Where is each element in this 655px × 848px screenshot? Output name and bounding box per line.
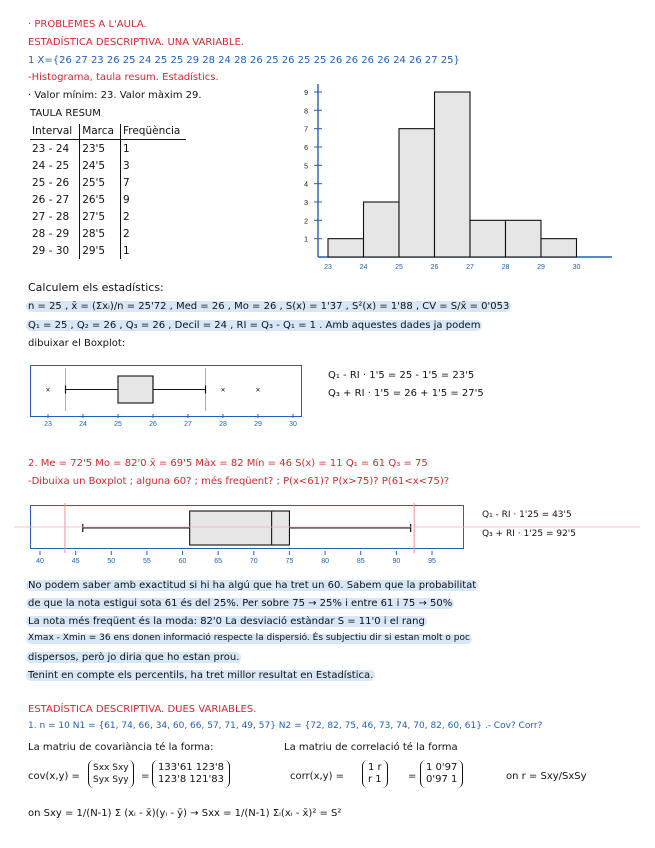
boxplot2-x-tick-label: 65 [214, 558, 223, 565]
answer-line-5: dispersos, però jo diria que ho estan prou. [28, 652, 240, 663]
answer-line-6: Tenint en compte els percentils, ha tret millor resultat en Estadística. [28, 670, 374, 681]
hist-bar [328, 239, 364, 257]
boxplot1-x-tick-label: 29 [254, 421, 262, 428]
covariance-formula: on Sxy = 1/(N-1) Σ (xᵢ - x̄)(yᵢ - ȳ) → Sxx = 1/(N-1) Σᵢ(xᵢ - x̄)² = S² [28, 808, 342, 819]
boxplot2-x-tick-label: 50 [107, 558, 116, 565]
hist-y-tick-label: 5 [304, 163, 308, 171]
boxplot1-outlier-point: × [220, 385, 226, 395]
hist-bar [541, 239, 577, 257]
table-row: 27 - 28 27'5 2 [30, 208, 186, 225]
summary-table [30, 124, 186, 259]
hist-bar [399, 129, 435, 257]
boxplot1-x-tick-label: 28 [219, 421, 227, 428]
hist-y-tick-label: 2 [304, 218, 308, 226]
boxplot1-x-tick-label: 27 [184, 421, 192, 428]
answer-line-2: de que la nota estigui sota 61 és del 25%. Per sobre 75 → 25% i entre 61 i 75 → 50% [28, 598, 453, 609]
hist-x-tick-label: 24 [359, 264, 368, 271]
hist-y-tick-label: 6 [304, 145, 308, 152]
corr-matrix-intro: La matriu de correlació té la forma [284, 742, 458, 753]
boxplot1-frame [30, 365, 302, 417]
hist-y-tick-label: 1 [304, 236, 308, 244]
table-row: 24 - 25 24'5 3 [30, 157, 186, 174]
hist-x-tick-label: 23 [324, 264, 332, 271]
boxplot2-x-tick-label: 90 [392, 558, 401, 565]
exercise1-task: -Histograma, taula resum. Estadístics. [28, 72, 219, 83]
boxplot2-x-tick-label: 45 [71, 558, 80, 565]
page-title: · PROBLEMES A L'AULA. [28, 19, 147, 30]
stats-intro: Calculem els estadístics: [28, 281, 164, 294]
hist-bar [364, 202, 400, 257]
boxplot2-x-tick-label: 80 [321, 558, 329, 565]
hist-y-tick-label: 8 [304, 108, 308, 116]
cov-label: cov(x,y) = [28, 771, 80, 782]
answer-line-4: Xmax - Xmin = 36 ens donen informació respecte la dispersió. És subjectiu dir si estan molt o poc [28, 633, 470, 643]
stats-line-1: n = 25 , x̄ = (Σxᵢ)/n = 25'72 , Med = 26 , Mo = 26 , S(x) = 1'37 , S²(x) = 1'88 , CV = S/x̄ = 0'053 [28, 301, 510, 312]
boxplot1-lower-fence: Q₁ - RI · 1'5 = 25 - 1'5 = 23'5 [328, 370, 475, 381]
boxplot2-lower-fence: Q₁ - RI · 1'25 = 43'5 [482, 510, 572, 520]
boxplot1-x-tick-label: 23 [44, 421, 52, 428]
boxplot2-x-tick-label: 85 [356, 558, 365, 565]
corr-label: corr(x,y) = [290, 771, 345, 782]
section-heading-one-variable: ESTADÍSTICA DESCRIPTIVA. UNA VARIABLE. [28, 37, 244, 48]
boxplot1-x-tick-label: 26 [149, 421, 157, 428]
exercise2-stats: 2. Me = 72'5 Mo = 82'0 x̄ = 69'5 Màx = 82 Mín = 46 S(x) = 11 Q₁ = 61 Q₃ = 75 [28, 458, 428, 469]
hist-y-tick-label: 7 [304, 126, 308, 134]
boxplot2-x-tick-label: 60 [178, 558, 187, 565]
hist-x-tick-label: 27 [466, 264, 474, 271]
boxplot1-x-tick-label: 24 [79, 421, 87, 428]
boxplot2-frame [30, 505, 464, 549]
table-row: 25 - 26 25'5 7 [30, 174, 186, 191]
section-heading-two-variables: ESTADÍSTICA DESCRIPTIVA. DUES VARIABLES. [28, 704, 257, 715]
hist-x-tick-label: 25 [395, 264, 403, 271]
boxplot1-x-tick-label: 30 [289, 421, 297, 428]
stats-line-3: dibuixar el Boxplot: [28, 338, 126, 349]
boxplot1-upper-fence: Q₃ + RI · 1'5 = 26 + 1'5 = 27'5 [328, 388, 484, 399]
answer-line-1: No podem saber amb exactitud si hi ha algú que ha tret un 60. Sabem que la probabilitat [28, 580, 477, 591]
stats-line-2: Q₁ = 25 , Q₂ = 26 , Q₃ = 26 , Decil = 24 , RI = Q₃ - Q₁ = 1 . Amb aquestes dades ja podem [28, 320, 481, 331]
boxplot2-x-tick-label: 40 [36, 558, 44, 565]
exercise2-task: -Dibuixa un Boxplot ; alguna 60? ; més freqüent? ; P(x<61)? P(x>75)? P(61<x<75)? [28, 476, 450, 487]
corr-symbolic-matrix: 1 r r 1 [362, 760, 388, 788]
hist-bar [506, 220, 542, 257]
exercise1-minmax: · Valor mínim: 23. Valor màxim 29. [28, 90, 202, 101]
hist-bar [435, 92, 471, 257]
exercise1-data-line: 1 X={26 27 23 26 25 24 25 25 29 28 24 28 26 25 26 25 25 26 26 26 26 24 26 27 25} [28, 55, 460, 66]
cov-symbolic-matrix: Sxx Sxy Syx Syy [88, 760, 134, 788]
corr-equals: = [408, 771, 417, 782]
boxplot1-outlier-point: × [45, 385, 51, 395]
corr-note: on r = Sxy/SxSy [506, 771, 587, 782]
boxplot1-x-tick-label: 25 [114, 421, 122, 428]
corr-value-matrix: 1 0'97 0'97 1 [420, 760, 463, 788]
table-row: 29 - 30 29'5 1 [30, 242, 186, 259]
boxplot2-x-tick-label: 55 [143, 558, 151, 565]
boxplot2-x-tick-label: 70 [249, 558, 258, 565]
hist-y-tick-label: 9 [304, 90, 308, 97]
hist-x-tick-label: 28 [501, 264, 510, 271]
hist-x-tick-label: 29 [537, 264, 545, 271]
boxplot2-x-tick-label: 95 [428, 558, 436, 565]
table-header: Interval [30, 124, 80, 140]
hist-bar [470, 220, 506, 257]
exercise3-data: 1. n = 10 N1 = {61, 74, 66, 34, 60, 66, 57, 71, 49, 57} N2 = {72, 82, 75, 46, 73, 74, 70, 82, 60, 61} .- Cov? Corr? [28, 721, 543, 731]
table-row: 23 - 24 23'5 1 [30, 140, 186, 158]
answer-line-3: La nota més freqüent és la moda: 82'0 La desviació estàndar S = 11'0 i el rang [28, 616, 425, 627]
cov-equals: = [141, 771, 150, 782]
cov-value-matrix: 133'61 123'8 123'8 121'83 [152, 760, 230, 788]
boxplot2-x-tick-label: 75 [285, 558, 294, 565]
hist-y-tick-label: 3 [304, 200, 308, 207]
table-header: Marca [80, 124, 121, 140]
boxplot2-upper-fence: Q₃ + RI · 1'25 = 92'5 [482, 529, 577, 539]
hist-y-tick-label: 4 [304, 181, 308, 189]
cov-matrix-intro: La matriu de covariància té la forma: [28, 742, 214, 753]
table-header: Freqüència [120, 124, 186, 140]
table-row: 26 - 27 26'5 9 [30, 191, 186, 208]
boxplot1-outlier-point: × [255, 385, 261, 395]
hist-x-tick-label: 30 [572, 264, 581, 271]
summary-table-title: TAULA RESUM [30, 108, 101, 119]
hist-x-tick-label: 26 [430, 264, 439, 271]
table-row: 28 - 29 28'5 2 [30, 225, 186, 242]
